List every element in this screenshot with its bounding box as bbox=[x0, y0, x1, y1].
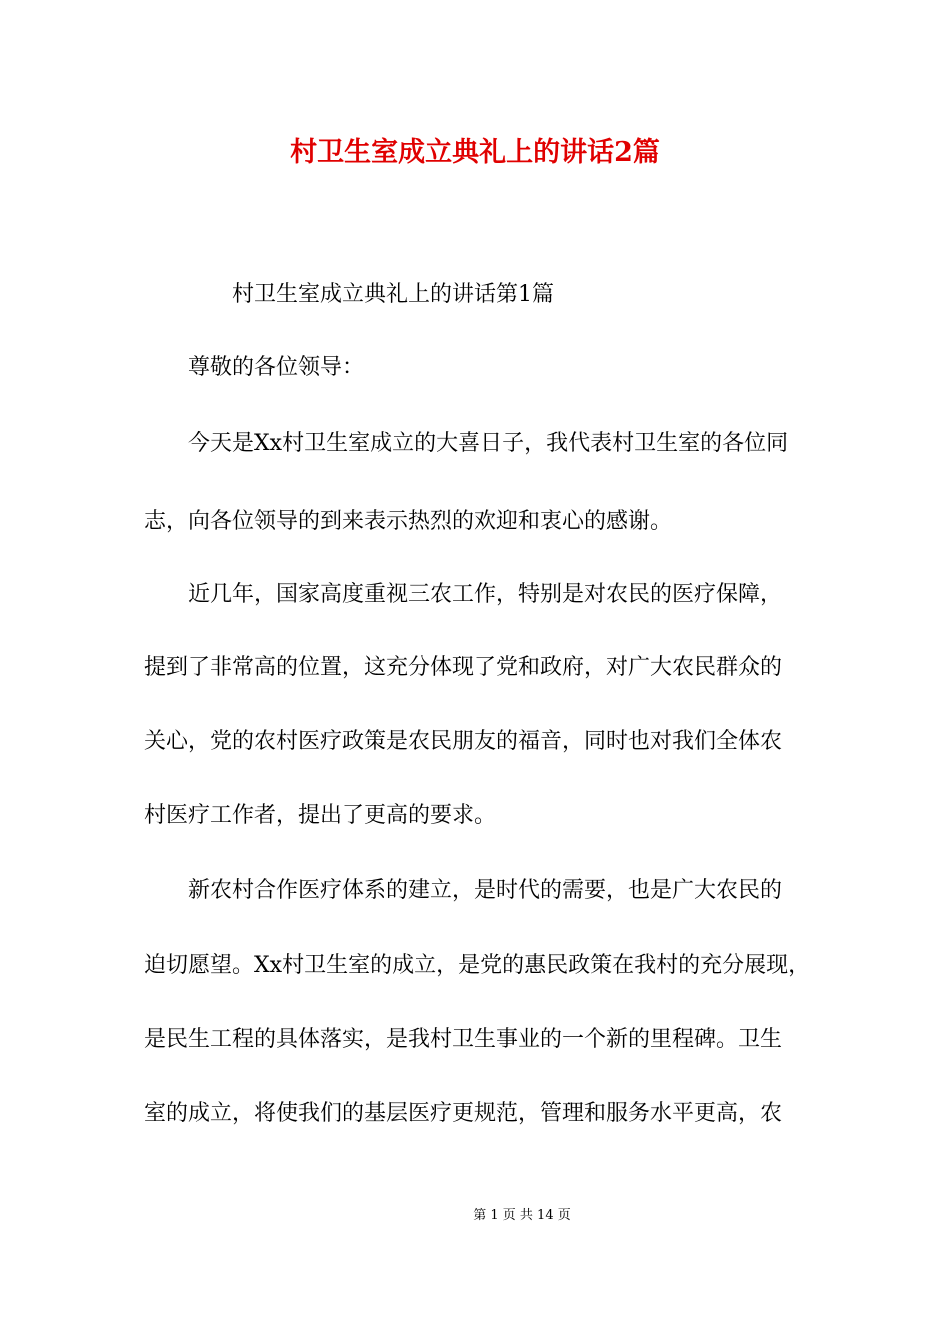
body-line-1: 今天是Xx村卫生室成立的大喜日子，我代表村卫生室的各位同 bbox=[144, 431, 789, 456]
body-line-10: 室的成立，将使我们的基层医疗更规范，管理和服务水平更高，农 bbox=[144, 1101, 783, 1126]
section-heading: 村卫生室成立典礼上的讲话第1篇 bbox=[232, 282, 554, 307]
body-line-9: 是民生工程的具体落实，是我村卫生事业的一个新的里程碑。卫生 bbox=[144, 1027, 783, 1052]
document-title: 村卫生室成立典礼上的讲话2篇 bbox=[290, 137, 660, 168]
body-line-4: 提到了非常高的位置，这充分体现了党和政府，对广大农民群众的 bbox=[144, 655, 783, 680]
body-line-8: 迫切愿望。Xx村卫生室的成立，是党的惠民政策在我村的充分展现， bbox=[144, 953, 811, 978]
body-line-2: 志，向各位领导的到来表示热烈的欢迎和衷心的感谢。 bbox=[144, 509, 673, 534]
body-line-3: 近几年，国家高度重视三农工作，特别是对农民的医疗保障， bbox=[144, 582, 783, 607]
body-line-7: 新农村合作医疗体系的建立，是时代的需要，也是广大农民的 bbox=[144, 878, 783, 903]
salutation: 尊敬的各位领导： bbox=[188, 355, 365, 380]
body-line-5: 关心，党的农村医疗政策是农民朋友的福音，同时也对我们全体农 bbox=[144, 729, 783, 754]
body-line-6: 村医疗工作者，提出了更高的要求。 bbox=[144, 803, 497, 828]
page-number: 第 1 页 共 14 页 bbox=[473, 1208, 571, 1223]
